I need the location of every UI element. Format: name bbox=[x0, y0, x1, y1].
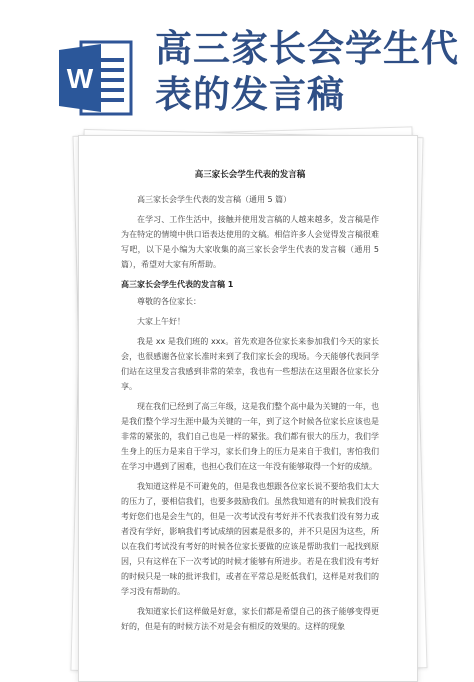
body-paragraph: 我是 xx 是我们班的 xxx。首先欢迎各位家长来参加我们今天的家长会，也很感谢各位家长准时来到了我们家长会的现场。今天能够代表同学们站在这里发言我感到非常的荣幸，我也有一些想法在这里跟各位家长分享。 bbox=[121, 337, 379, 391]
document-content bbox=[121, 168, 379, 639]
document-title: 高三家长会学生代表的发言稿 bbox=[194, 170, 306, 180]
body-paragraph: 我知道家长们这样做是好意，家长们都是希望自己的孩子能够变得更好的，但是有的时候方法不对是会有相反的效果的。这样的现象 bbox=[121, 607, 379, 631]
section-heading: 高三家长会学生代表的发言稿 1 bbox=[121, 280, 234, 289]
page-title-line-1: 高三家长会学生代 bbox=[155, 27, 459, 70]
body-paragraph: 现在我们已经到了高三年级，这是我们整个高中最为关键的一年，也是我们整个学习生涯中最为关键的一年，到了这个时候各位家长应该也是非常的紧张的，我们自己也是一样的紧张。我们都有很大的压力，我们学生身上的压力是来自于学习，家长们身上的压力是来自于我们，害怕我们在学习中遇到了困难，也担心我们在这一年没有能够取得一个好的成绩。 bbox=[121, 402, 379, 471]
intro-paragraph: 在学习、工作生活中，接触并使用发言稿的人越来越多，发言稿是作为在特定的情境中供口语表达使用的文稿。相信许多人会觉得发言稿很难写吧，以下是小编为大家收集的高三家长会学生代表的发言稿（通用 5 篇），希望对大家有所帮助。 bbox=[121, 215, 379, 269]
greeting: 大家上午好！ bbox=[137, 317, 185, 326]
salutation: 尊敬的各位家长： bbox=[137, 297, 201, 306]
word-icon-letter: W bbox=[66, 63, 94, 94]
page-title bbox=[155, 26, 459, 118]
header-banner bbox=[0, 0, 474, 140]
document-subtitle: 高三家长会学生代表的发言稿（通用 5 篇） bbox=[137, 195, 292, 204]
word-document-icon bbox=[55, 38, 137, 118]
page-title-line-2: 表的发言稿 bbox=[155, 73, 345, 116]
document-page bbox=[78, 135, 418, 682]
body-paragraph: 我知道这样是不可避免的，但是我也想跟各位家长说不要给我们太大的压力了，要相信我们，也要多鼓励我们。虽然我知道有的时候我们没有考好您们也是会生气的，但是一次考试没有考好并不代表我们没有努力或者没有学好，影响我们考试成绩的因素是很多的，并不只是因为这些，所以在我们考试没有考好的时候各位家长要做的应该是帮助我们一起找到原因，只有这样在下一次考试的时候才能够有所进步。若是在我们没有考好的时候只是一味的批评我们，或者在平常总是贬低我们，这样是对我们的学习没有帮助的。 bbox=[121, 482, 379, 596]
